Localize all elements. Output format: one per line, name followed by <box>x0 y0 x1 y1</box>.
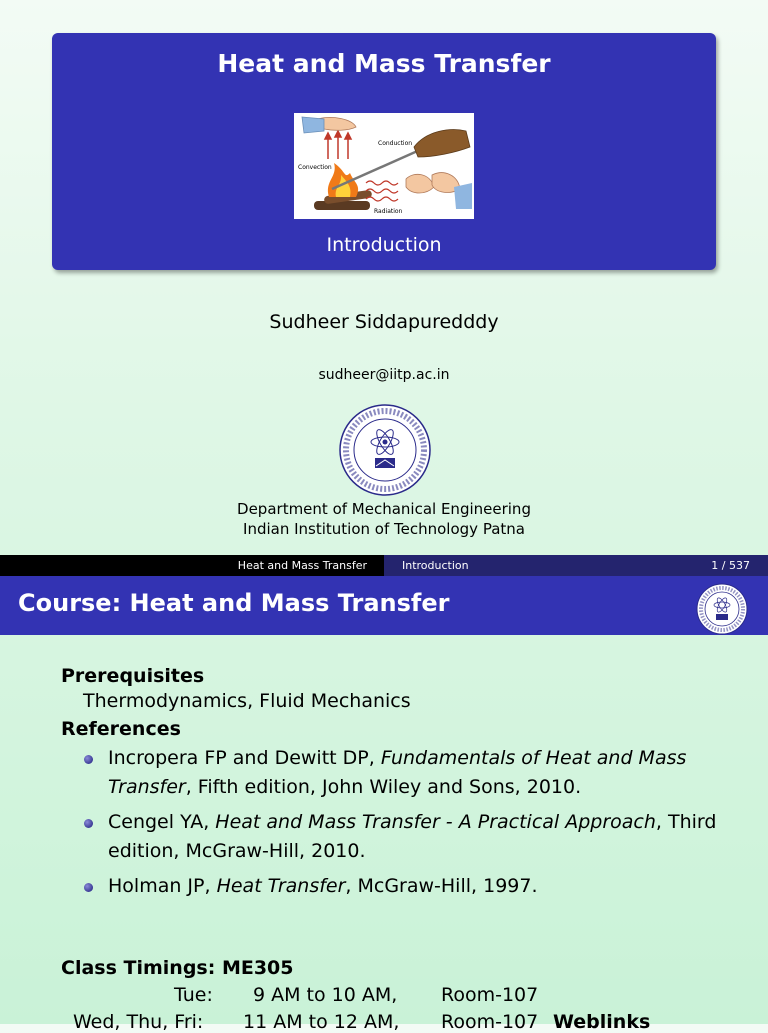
reference-item: Incropera FP and Dewitt DP, Fundamentals of Heat and Mass Transfer, Fifth edition, John Wiley and Sons, 2010. <box>61 744 741 802</box>
timing-room: Room-107 <box>441 1011 539 1033</box>
heat-transfer-illustration <box>294 113 474 219</box>
references-heading: References <box>61 718 181 740</box>
conduction-label: Conduction <box>378 140 413 147</box>
frame-title: Course: Heat and Mass Transfer <box>18 589 450 617</box>
nav-short-title[interactable]: Heat and Mass Transfer <box>237 559 367 572</box>
class-timings-heading: Class Timings: ME305 <box>61 957 294 979</box>
bullet-icon <box>84 883 93 892</box>
page-counter: 1 / 537 <box>711 559 750 572</box>
timing-time: 9 AM to 10 AM, <box>253 984 398 1006</box>
author-email: sudheer@iitp.ac.in <box>318 367 450 383</box>
nav-section[interactable]: Introduction <box>402 559 469 572</box>
frame-content <box>61 665 741 907</box>
bullet-icon <box>84 755 93 764</box>
affiliation <box>0 499 768 539</box>
department-name: Department of Mechanical Engineering <box>237 500 531 518</box>
frame-title-bar <box>0 576 768 635</box>
convection-label: Convection <box>298 164 332 171</box>
institute-name: Indian Institution of Technology Patna <box>243 520 525 538</box>
beamer-navigation-bar <box>0 555 768 576</box>
title-block <box>52 33 716 270</box>
presentation-title: Heat and Mass Transfer <box>217 49 551 78</box>
reference-item: Cengel YA, Heat and Mass Transfer - A Practical Approach, Third edition, McGraw-Hill, 2010. <box>61 808 741 866</box>
timing-day: Tue: <box>174 984 213 1006</box>
institute-seal-logo <box>339 404 431 496</box>
timing-day: Wed, Thu, Fri: <box>73 1011 204 1033</box>
author-name: Sudheer Siddapuredddy <box>269 311 499 333</box>
nav-short-title-area <box>0 555 384 576</box>
reference-item: Holman JP, Heat Transfer, McGraw-Hill, 1997. <box>61 872 741 901</box>
references-list <box>61 744 741 901</box>
prerequisites-heading: Prerequisites <box>61 665 205 687</box>
weblinks-heading: Weblinks <box>553 1011 651 1033</box>
radiation-label: Radiation <box>374 208 403 215</box>
presentation-subtitle: Introduction <box>326 234 442 256</box>
prerequisites-text: Thermodynamics, Fluid Mechanics <box>83 690 411 712</box>
institute-seal-small-logo <box>694 583 750 635</box>
bullet-icon <box>84 819 93 828</box>
nav-section-area <box>384 555 768 576</box>
timing-time: 11 AM to 12 AM, <box>243 1011 400 1033</box>
timing-room: Room-107 <box>441 984 539 1006</box>
